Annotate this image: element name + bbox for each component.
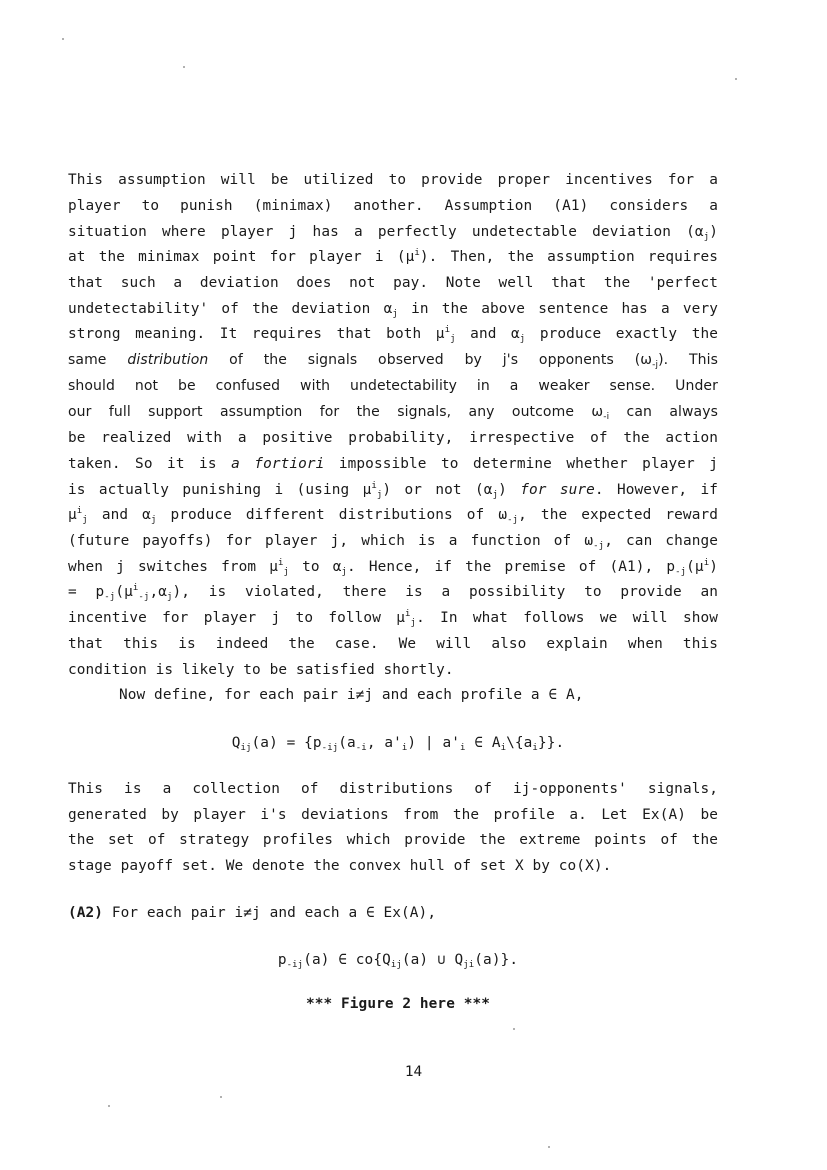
text-line: This assumption will be utilized to provide proper incentives for a [68, 172, 718, 188]
text-line: (future payoffs) for player j, which is a function of $\omega_{-j}$, can change [68, 533, 718, 551]
text-line: condition is likely to be satisfied shortly. [68, 662, 454, 678]
scan-speck [220, 1096, 222, 1098]
text-line: stage payoff set. We denote the convex hull of set X by co(X). [68, 858, 612, 874]
text-line: the set of strategy profiles which provide the extreme points of the [68, 832, 718, 848]
text-line: taken. So it is a fortiori impossible to determine whether player j [68, 456, 718, 472]
assumption-label: (A2) [68, 905, 104, 921]
text-line: same distribution of the signals observed by j's opponents $(\omega_{-j})$. This [68, 352, 719, 370]
text-line: should not be confused with undetectability in a weaker sense. Under [68, 378, 718, 394]
figure-placeholder: *** Figure 2 here *** [305, 996, 491, 1012]
scan-speck [108, 1105, 110, 1107]
text-line: is actually punishing i (using $\mu^i_j$) or not $(\alpha_j)$ for sure. However, if [68, 481, 718, 500]
scan-speck [513, 1028, 515, 1030]
scan-speck [548, 1146, 550, 1148]
scan-speck [735, 78, 737, 80]
text-line: that such a deviation does not pay. Note well that the 'perfect [68, 275, 718, 291]
text-line: incentive for player j to follow $\mu^i_j$. In what follows we will show [68, 609, 718, 628]
equation-q: $Q_{ij}(a) = \{p_{-ij}(a_{-i}$, $a'_i$) | $a'_i$ ∈ $A_i\backslash\{a_i\}$}. [231, 735, 565, 753]
text-line: situation where player j has a perfectly undetectable deviation $(\alpha_j)$ [68, 224, 718, 242]
page-number: 14 [404, 1064, 423, 1080]
assumption-a2: (A2) For each pair i≠j and each a ∈ Ex(A), [68, 905, 437, 921]
text-line: Now define, for each pair i≠j and each profile a ∈ A, [119, 687, 584, 703]
text-line: at the minimax point for player i $(\mu^i)$. Then, the assumption requires [68, 248, 718, 265]
scan-speck [62, 38, 64, 40]
text-line: This is a collection of distributions of ij-opponents' signals, [68, 781, 718, 797]
text-line: that this is indeed the case. We will also explain when this [68, 636, 718, 652]
text-line: strong meaning. It requires that both $\mu^i_j$ and $\alpha_j$ produce exactly the [68, 325, 718, 344]
text-line: $\mu^i_j$ and $\alpha_j$ produce different distributions of $\omega_{-j}$, the expected reward [68, 506, 718, 525]
text-line: our full support assumption for the signals, any outcome $\omega_{-i}$ can always [68, 404, 718, 422]
text-line: generated by player i's deviations from the profile a. Let Ex(A) be [68, 807, 718, 823]
text-line: player to punish (minimax) another. Assumption (A1) considers a [68, 198, 718, 214]
scan-speck [183, 66, 185, 68]
text-line: be realized with a positive probability, irrespective of the action [68, 430, 718, 446]
text-line: undetectability' of the deviation $\alpha_j$ in the above sentence has a very [68, 301, 718, 319]
text-line: when j switches from $\mu^i_j$ to $\alpha_j$. Hence, if the premise of (A1), $p_{-j}(\mu^i)$ [68, 558, 718, 577]
text-line: = $p_{-j}(\mu^i_{-j},\alpha_j)$, is violated, there is a possibility to provide an [68, 583, 718, 602]
equation-a2: $p_{-ij}(a)$ ∈ $co\{Q_{ij}(a)$ ∪ $Q_{ji}(a)$}. [277, 952, 519, 970]
